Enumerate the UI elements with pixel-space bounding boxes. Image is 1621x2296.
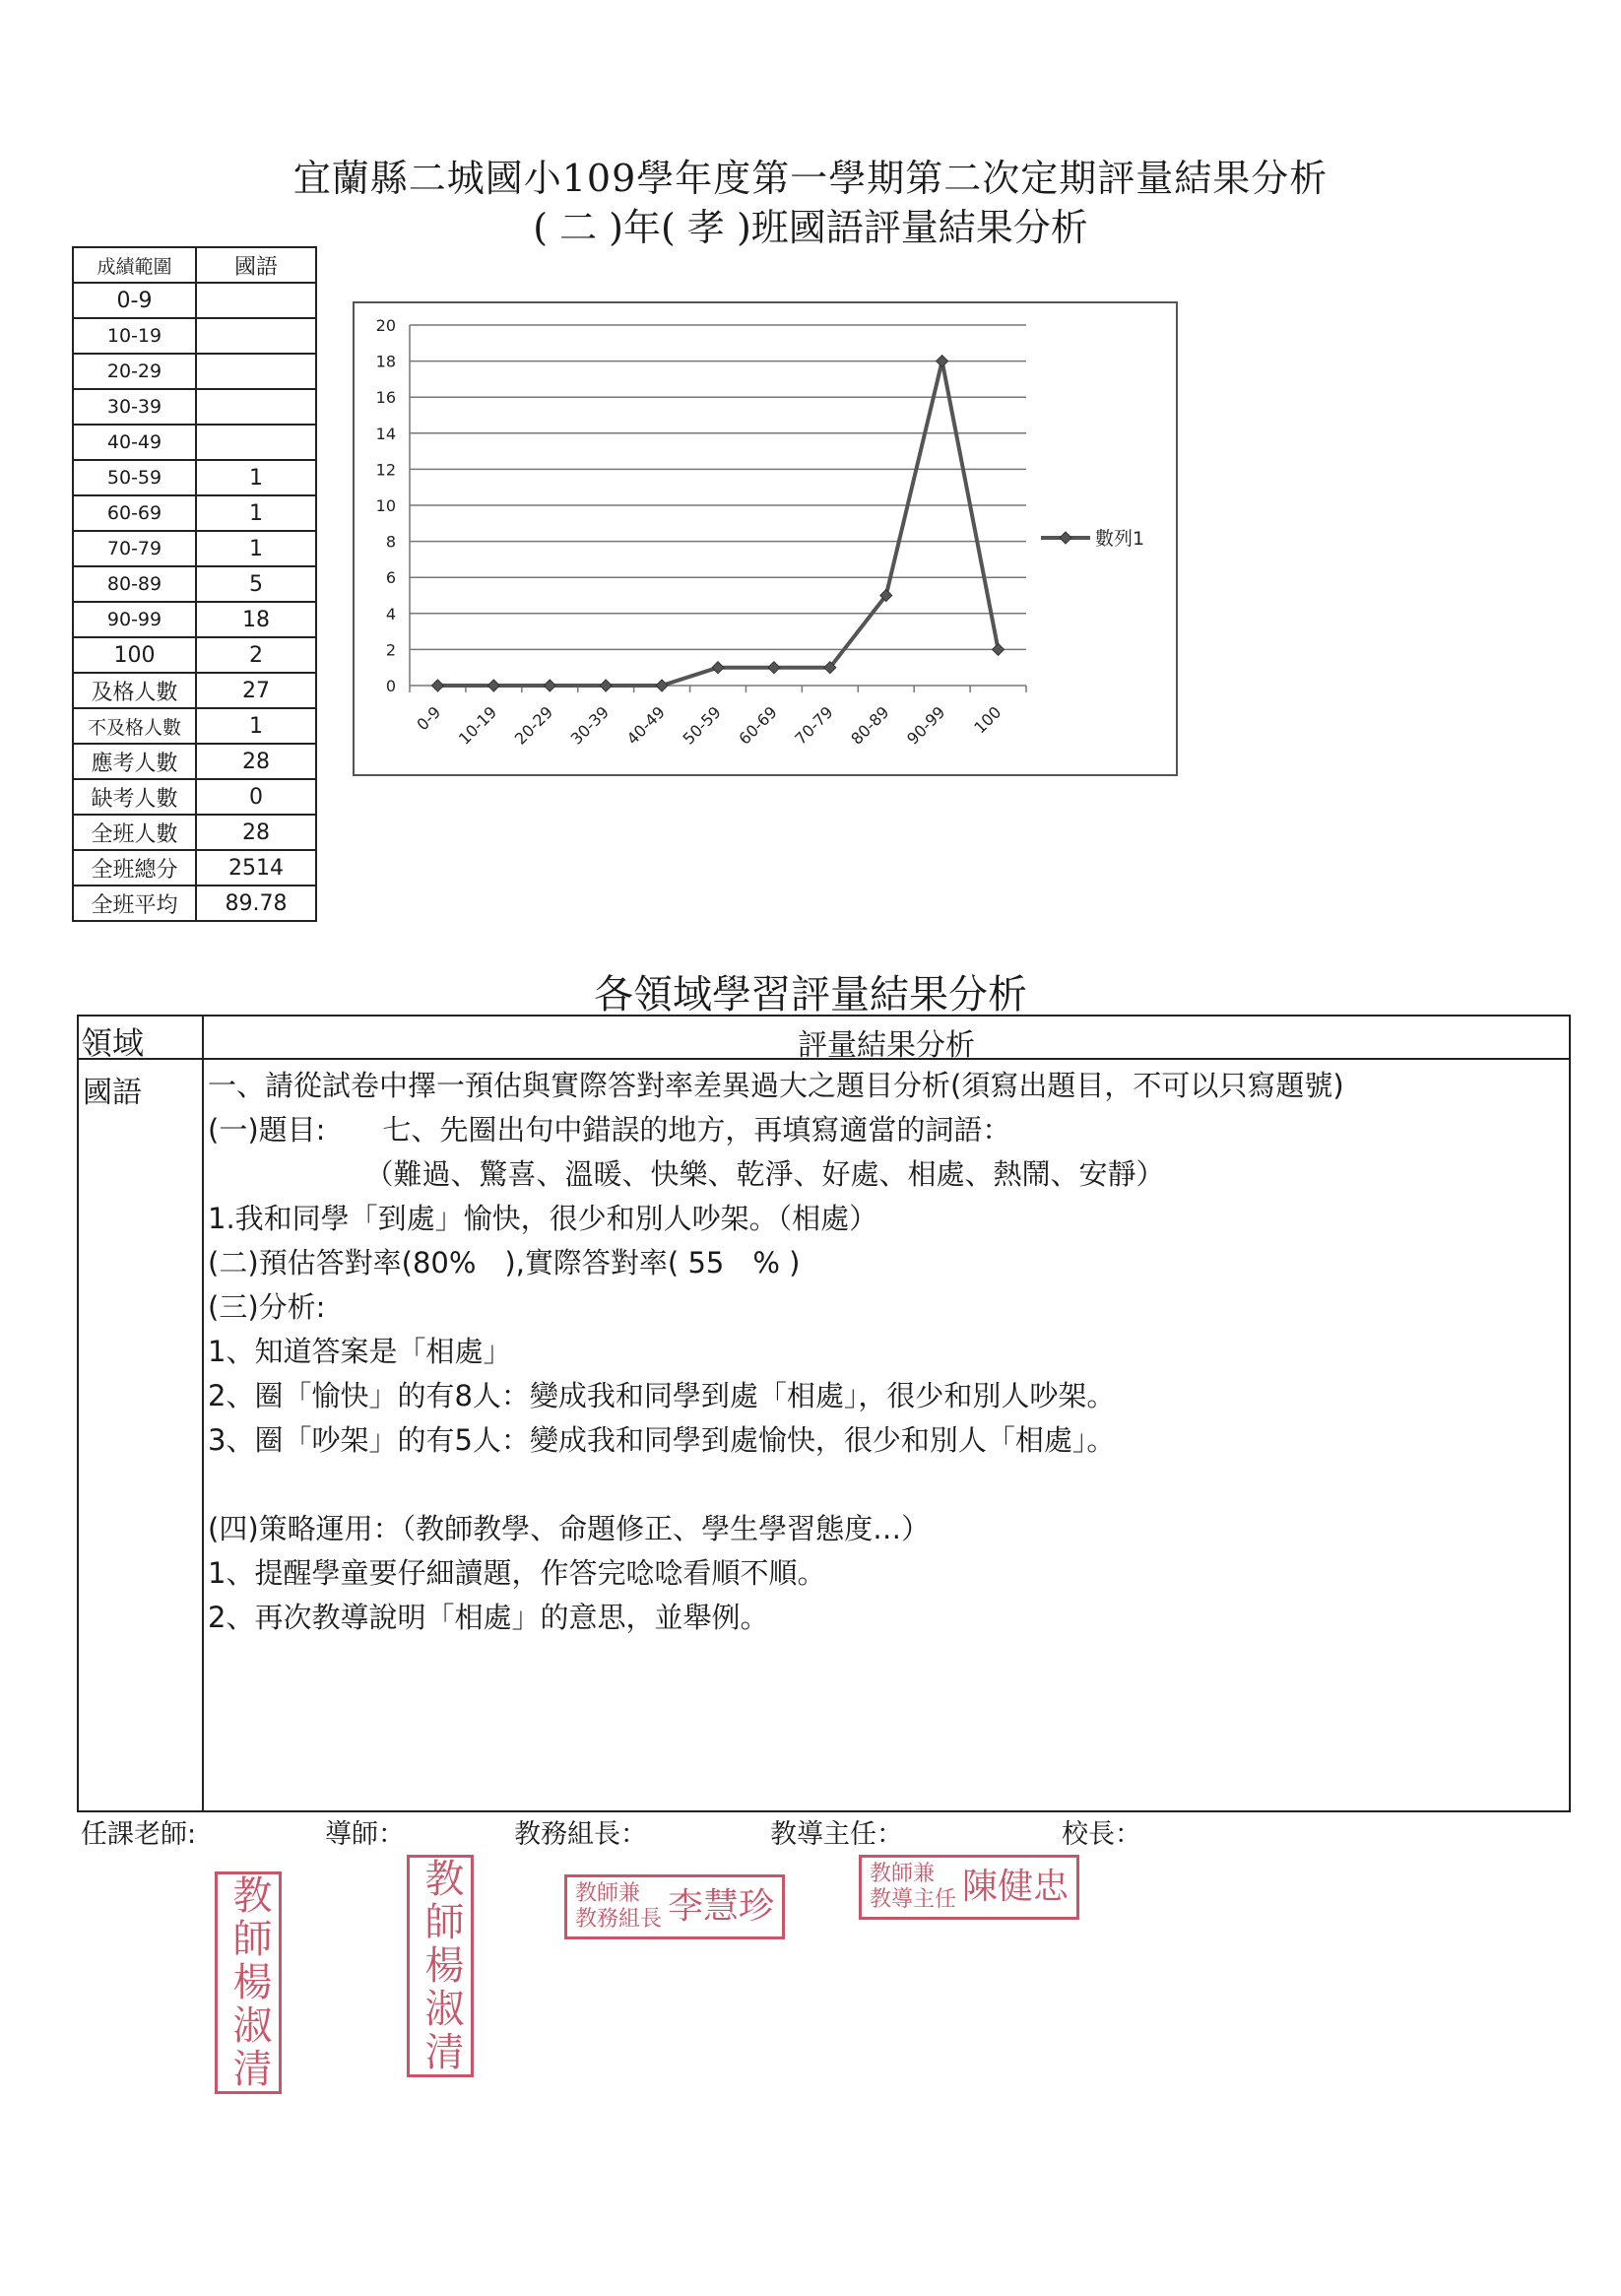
score-row-value: 28 xyxy=(196,815,316,850)
score-row-label: 全班人數 xyxy=(73,815,196,850)
sign-academic-label: 教務組長： xyxy=(514,1819,647,1850)
score-row-label: 80-89 xyxy=(73,566,196,602)
score-row-value xyxy=(196,425,316,460)
score-row-label: 60-69 xyxy=(73,495,196,531)
score-table-row xyxy=(73,673,316,708)
score-row-value xyxy=(196,389,316,425)
academic-head-seal-title: 教師兼 教務組長 xyxy=(575,1881,663,1932)
score-line-chart xyxy=(353,301,1178,776)
data-point xyxy=(993,643,1005,655)
y-tick-label: 2 xyxy=(385,640,396,660)
mentor-seal-stamp: 教師楊淑清 xyxy=(407,1855,474,2077)
analysis-line: 2、再次教導說明「相處」的意思，並舉例。 xyxy=(208,1601,769,1634)
x-tick-label: 50-59 xyxy=(679,702,725,749)
analysis-line xyxy=(208,1463,1569,1507)
x-tick-label: 60-69 xyxy=(735,702,781,749)
data-point xyxy=(768,662,780,674)
score-row-label: 40-49 xyxy=(73,425,196,460)
score-table-row xyxy=(73,460,316,495)
y-tick-label: 20 xyxy=(375,316,396,335)
analysis-line: 1、提醒學童要仔細讀題，作答完唸唸看順不順。 xyxy=(208,1556,826,1590)
legend-marker xyxy=(1060,532,1071,544)
y-tick-label: 16 xyxy=(375,388,396,408)
y-tick-label: 0 xyxy=(385,677,396,695)
score-table-row xyxy=(73,744,316,779)
score-table-row xyxy=(73,708,316,744)
x-tick-label: 40-49 xyxy=(622,702,669,749)
sign-principal-label: 校長： xyxy=(1062,1819,1141,1850)
analysis-line: (一)題目: 七、先圈出句中錯誤的地方，再填寫適當的詞語： xyxy=(208,1113,1011,1147)
y-tick-label: 4 xyxy=(385,604,396,623)
score-col-header: 成績範圍 xyxy=(73,247,196,283)
score-row-value xyxy=(196,354,316,389)
score-row-value: 1 xyxy=(196,460,316,495)
y-tick-label: 12 xyxy=(375,460,396,480)
analysis-line: 一、請從試卷中擇一預估與實際答對率差異過大之題目分析(須寫出題目，不可以只寫題號) xyxy=(208,1069,1344,1102)
x-tick-label: 10-19 xyxy=(454,702,501,749)
score-table-row xyxy=(73,779,316,815)
score-row-value: 89.78 xyxy=(196,886,316,921)
score-row-label: 10-19 xyxy=(73,318,196,354)
section-title: 各領域學習評量結果分析 xyxy=(594,972,1027,1017)
data-point xyxy=(712,662,724,674)
score-table-row xyxy=(73,425,316,460)
analysis-line: 3、圈「吵架」的有5人：變成我和同學到處愉快，很少和別人「相處」。 xyxy=(208,1423,1116,1457)
score-table-row xyxy=(73,850,316,886)
academic-head-seal-name: 李慧珍 xyxy=(668,1886,775,1927)
score-distribution-table xyxy=(72,246,317,922)
score-row-value: 18 xyxy=(196,602,316,637)
director-seal-name: 陳健忠 xyxy=(962,1867,1070,1907)
score-row-value: 5 xyxy=(196,566,316,602)
score-row-value xyxy=(196,318,316,354)
subject-cell: 國語 xyxy=(83,1076,142,1110)
score-row-label: 0-9 xyxy=(73,283,196,318)
score-row-value xyxy=(196,283,316,318)
score-row-value: 2 xyxy=(196,637,316,673)
score-row-label: 全班平均 xyxy=(73,886,196,921)
score-table-row xyxy=(73,283,316,318)
x-tick-label: 90-99 xyxy=(903,702,949,749)
score-row-value: 1 xyxy=(196,708,316,744)
y-tick-label: 10 xyxy=(375,496,396,515)
analysis-result-header: 評量結果分析 xyxy=(798,1028,975,1063)
score-row-label: 不及格人數 xyxy=(73,708,196,744)
sign-mentor-label: 導師： xyxy=(325,1819,405,1850)
analysis-line: 1、知道答案是「相處」 xyxy=(208,1335,512,1368)
x-tick-label: 70-79 xyxy=(791,702,837,749)
analysis-line: 2、圈「愉快」的有8人：變成我和同學到處「相處」，很少和別人吵架。 xyxy=(208,1379,1116,1412)
score-table-row xyxy=(73,531,316,566)
score-table-row xyxy=(73,886,316,921)
score-row-label: 全班總分 xyxy=(73,850,196,886)
score-table-row xyxy=(73,637,316,673)
score-row-label: 50-59 xyxy=(73,460,196,495)
data-point xyxy=(487,680,499,691)
score-table-row xyxy=(73,318,316,354)
score-table-row xyxy=(73,495,316,531)
score-table-row xyxy=(73,389,316,425)
analysis-table xyxy=(77,1015,1571,1812)
score-table-row xyxy=(73,602,316,637)
data-point xyxy=(656,680,668,691)
teacher-seal-stamp: 教師楊淑清 xyxy=(215,1871,282,2094)
director-seal-title: 教師兼 教導主任 xyxy=(870,1862,957,1912)
sign-director-label: 教導主任： xyxy=(770,1819,903,1850)
legend-label: 數列1 xyxy=(1095,528,1145,550)
x-tick-label: 100 xyxy=(970,702,1005,738)
data-point xyxy=(600,680,612,691)
score-table-row xyxy=(73,815,316,850)
score-col-header: 國語 xyxy=(196,247,316,283)
score-row-label: 100 xyxy=(73,637,196,673)
analysis-content xyxy=(208,1064,1569,1640)
score-row-label: 缺考人數 xyxy=(73,779,196,815)
score-row-label: 90-99 xyxy=(73,602,196,637)
y-tick-label: 18 xyxy=(375,352,396,371)
score-row-label: 70-79 xyxy=(73,531,196,566)
domain-header: 領域 xyxy=(81,1024,145,1062)
academic-head-seal-stamp xyxy=(564,1874,785,1939)
score-row-label: 及格人數 xyxy=(73,673,196,708)
x-tick-label: 0-9 xyxy=(413,702,445,735)
sign-teacher-label: 任課老師: xyxy=(81,1819,197,1850)
analysis-line: 1.我和同學「到處」愉快，很少和別人吵架。（相處） xyxy=(208,1202,878,1235)
series-line xyxy=(437,361,998,686)
score-row-value: 2514 xyxy=(196,850,316,886)
score-table-row xyxy=(73,566,316,602)
column-divider xyxy=(202,1017,204,1810)
data-point xyxy=(431,680,443,691)
y-tick-label: 6 xyxy=(385,568,396,588)
data-point xyxy=(937,356,948,367)
analysis-line: （難過、驚喜、溫暖、快樂、乾淨、好處、相處、熱鬧、安靜） xyxy=(208,1157,1165,1191)
analysis-line: (二)預估答對率(80% ),實際答對率( 55 % ) xyxy=(208,1246,801,1279)
chart-svg xyxy=(355,303,1176,774)
analysis-line: (四)策略運用：（教師教學、命題修正、學生學習態度…） xyxy=(208,1512,931,1545)
x-tick-label: 30-39 xyxy=(566,702,614,749)
score-row-label: 20-29 xyxy=(73,354,196,389)
data-point xyxy=(544,680,555,691)
score-row-value: 27 xyxy=(196,673,316,708)
score-row-value: 1 xyxy=(196,495,316,531)
analysis-line: (三)分析: xyxy=(208,1290,326,1324)
score-table-header-row xyxy=(73,247,316,283)
score-row-value: 0 xyxy=(196,779,316,815)
score-row-label: 30-39 xyxy=(73,389,196,425)
score-row-label: 應考人數 xyxy=(73,744,196,779)
x-tick-label: 80-89 xyxy=(847,702,893,749)
score-row-value: 28 xyxy=(196,744,316,779)
director-seal-stamp xyxy=(859,1855,1079,1920)
y-tick-label: 8 xyxy=(385,532,396,552)
class-subtitle: ( 二 )年( 孝 )班國語評量結果分析 xyxy=(533,206,1088,249)
document-title: 宜蘭縣二城國小109學年度第一學期第二次定期評量結果分析 xyxy=(292,157,1329,200)
x-tick-label: 20-29 xyxy=(510,702,557,749)
y-tick-label: 14 xyxy=(375,424,396,443)
score-table-row xyxy=(73,354,316,389)
score-row-value: 1 xyxy=(196,531,316,566)
